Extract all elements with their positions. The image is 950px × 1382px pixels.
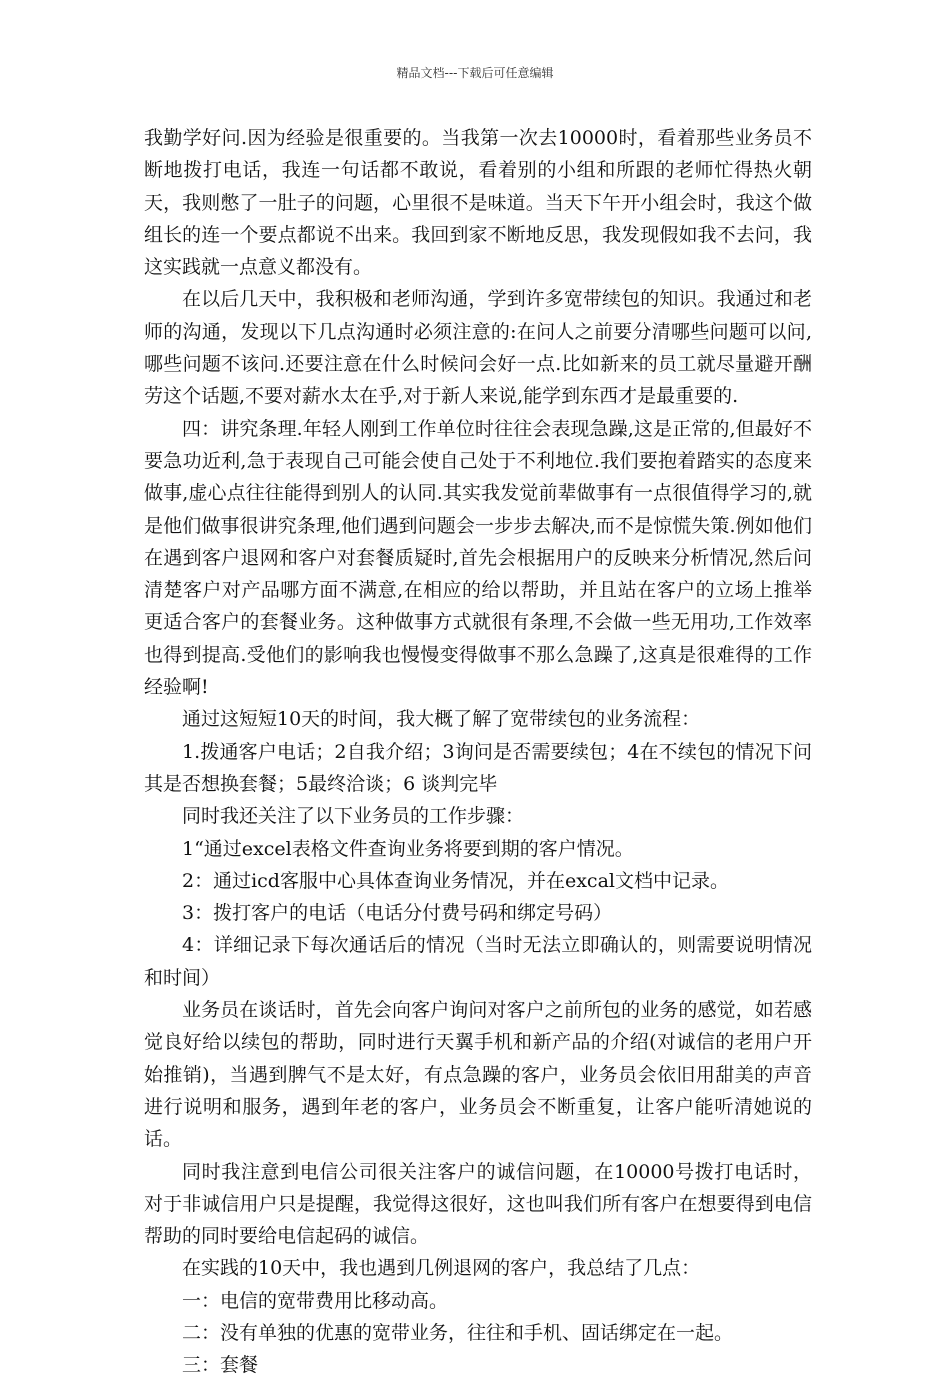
paragraph: 四：讲究条理.年轻人刚到工作单位时往往会表现急躁,这是正常的,但最好不要急功近利,急于表现自己可能会使自己处于不利地位.我们要抱着踏实的态度来做事,虚心点往往能得到别人的认同.其实我发觉前辈做事有一点很值得学习的,就是他们做事很讲究条理,他们遇到问题会一步步去解决,而不是惊慌失策.例如他们在遇到客户退网和客户对套餐质疑时,首先会根据用户的反映来分析情况,然后问清楚客户对产品哪方面不满意,在相应的给以帮助，并且站在客户的立场上推举更适合客户的套餐业务。这种做事方式就很有条理,不会做一些无用功,工作效率也得到提高.受他们的影响我也慢慢变得做事不那么急躁了,这真是很难得的工作经验啊!: [144, 417, 812, 699]
paragraph: 二：没有单独的优惠的宽带业务，往往和手机、固话绑定在一起。: [182, 1321, 734, 1344]
paragraph: 2：通过icd客服中心具体查询业务情况，并在excal文档中记录。: [182, 869, 729, 892]
page-header: 精品文档---下载后可任意编辑: [396, 66, 554, 80]
paragraph: 同时我还关注了以下业务员的工作步骤：: [182, 805, 525, 828]
paragraph: 4：详细记录下每次通话后的情况（当时无法立即确认的，则需要说明情况和时间）: [144, 934, 812, 989]
paragraph: 在以后几天中，我积极和老师沟通，学到许多宽带续包的知识。我通过和老师的沟通，发现以下几点沟通时必须注意的:在问人之前要分清哪些问题可以问,哪些问题不该问.还要注意在什么时候问会好一点.比如新来的员工就尽量避开酬劳这个话题,不要对薪水太在乎,对于新人来说,能学到东西才是最重要的.: [144, 288, 812, 408]
paragraph: 在实践的10天中，我也遇到几例退网的客户，我总结了几点：: [182, 1257, 701, 1280]
paragraph: 一：电信的宽带费用比移动高。: [182, 1289, 449, 1312]
paragraph: 同时我注意到电信公司很关注客户的诚信问题，在10000号拨打电话时，对于非诚信用户只是提醒，我觉得这很好，这也叫我们所有客户在想要得到电信帮助的同时要给电信起码的诚信。: [144, 1160, 812, 1248]
paragraph: 三：套餐: [182, 1354, 259, 1377]
paragraph: 通过这短短10天的时间，我大概了解了宽带续包的业务流程：: [182, 708, 701, 731]
paragraph: 1.拨通客户电话；2自我介绍；3询问是否需要续包；4在不续包的情况下问其是否想换套餐；5最终洽谈；6 谈判完毕: [144, 740, 812, 795]
paragraph: 我勤学好问.因为经验是很重要的。当我第一次去10000时，看着那些业务员不断地拨打电话，我连一句话都不敢说，看着别的小组和所跟的老师忙得热火朝天，我则憋了一肚子的问题，心里很不是味道。当天下午开小组会时，我这个做组长的连一个要点都说不出来。我回到家不断地反思，我发现假如我不去问，我这实践就一点意义都没有。: [144, 127, 812, 279]
document-body: [144, 122, 812, 1382]
paragraph: 3：拨打客户的电话（电话分付费号码和绑定号码）: [182, 902, 613, 925]
paragraph: 1“通过excel表格文件查询业务将要到期的客户情况。: [182, 837, 634, 860]
paragraph: 业务员在谈话时，首先会向客户询问对客户之前所包的业务的感觉，如若感觉良好给以续包的帮助，同时进行天翼手机和新产品的介绍(对诚信的老用户开始推销)，当遇到脾气不是太好，有点急躁的客户，业务员会依旧用甜美的声音进行说明和服务，遇到年老的客户，业务员会不断重复，让客户能听清她说的话。: [144, 999, 812, 1151]
